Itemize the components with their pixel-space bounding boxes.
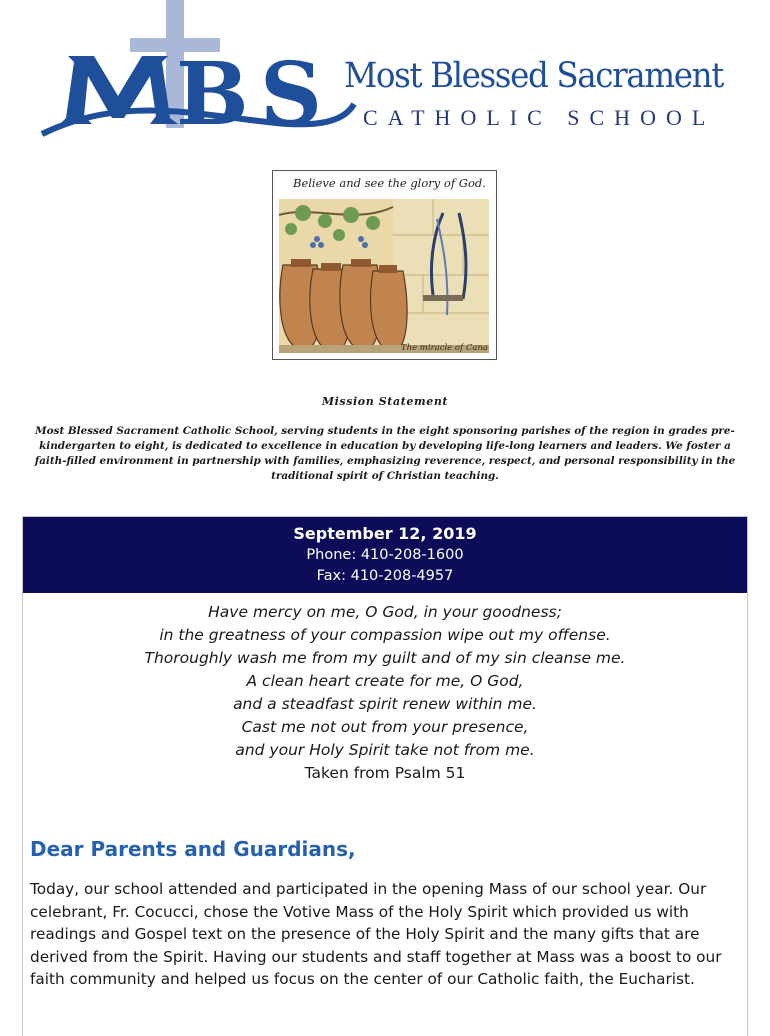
painting-caption: Believe and see the glory of God.: [293, 176, 486, 190]
psalm-line: Thoroughly wash me from my guilt and of my sin cleanse me.: [144, 649, 626, 667]
school-subtitle: CATHOLIC SCHOOL: [363, 105, 716, 130]
psalm-line: Have mercy on me, O God, in your goodness;: [208, 603, 562, 621]
painting-illustration-icon: [273, 195, 496, 359]
svg-text:S: S: [260, 44, 323, 145]
mission-text: Most Blessed Sacrament Catholic School, serving students in the eight sponsoring parishes of the region in grades pre-kindergarten to eight, is dedicated to excellence in education by developing life-long learners and leaders. We foster a faith-filled environment in partnership with families, emphasizing reverence, respect, and personal responsibility in the traditional spirit of Christian teaching.: [34, 425, 736, 482]
school-name: Most Blessed Sacrament: [344, 56, 723, 96]
school-logo: [38, 0, 738, 148]
fax-number: Fax: 410-208-4957: [316, 568, 454, 584]
phone-number: Phone: 410-208-1600: [306, 547, 464, 563]
painting-signature: The miracle of Cana: [400, 343, 488, 353]
letter-body: Today, our school attended and participated in the opening Mass of our school year. Our celebrant, Fr. Cocucci, chose the Votive Mass of the Holy Spirit which provided us with readings and Gospel text on the presence of the Holy Spirit and the many gifts that are derived from the Spirit. Having our students and staff together at Mass was a boost to our faith community and helped us focus on the center of our Catholic faith, the Eucharist.: [30, 880, 722, 988]
psalm-line: Cast me not out from your presence,: [241, 718, 529, 736]
psalm-line: and a steadfast spirit renew within me.: [233, 695, 537, 713]
miracle-of-cana-painting: [272, 170, 497, 360]
newsletter-date: September 12, 2019: [293, 524, 477, 543]
newsletter-body: [22, 516, 748, 1036]
newsletter-header: [23, 517, 747, 593]
psalm-line: and your Holy Spirit take not from me.: [235, 741, 535, 759]
psalm-quote: [23, 601, 747, 785]
psalm-line: A clean heart create for me, O God,: [246, 672, 524, 690]
letter-greeting: Dear Parents and Guardians,: [30, 837, 356, 861]
mission-title: Mission Statement: [321, 395, 449, 408]
psalm-source: Taken from Psalm 51: [304, 764, 466, 782]
svg-text:B: B: [176, 44, 249, 145]
psalm-line: in the greatness of your compassion wipe out my offense.: [159, 626, 611, 644]
